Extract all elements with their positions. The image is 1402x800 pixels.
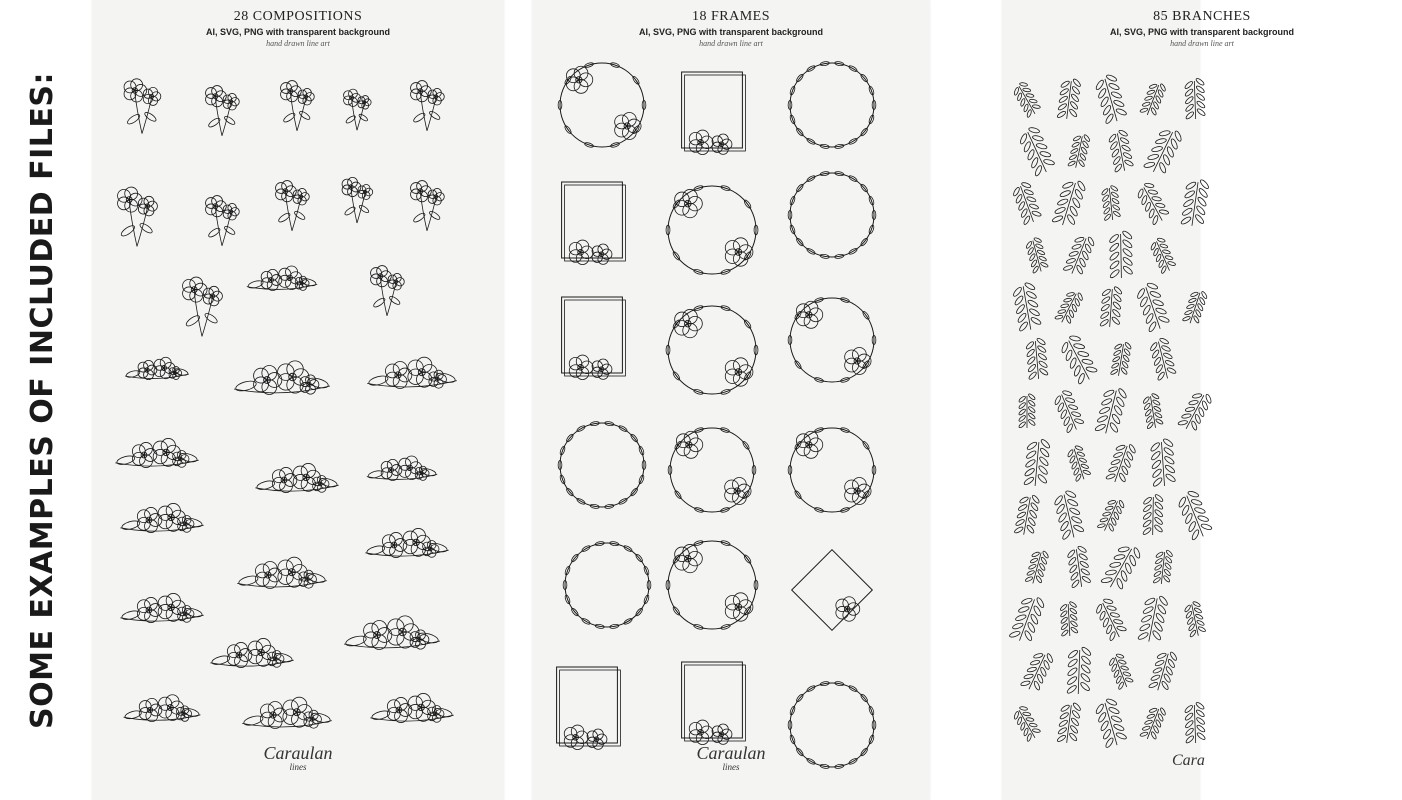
leaf-branch-icon — [1100, 184, 1121, 221]
leaf-branch-icon — [1018, 393, 1036, 429]
leaf-branch-icon — [1023, 235, 1049, 274]
compositions-header — [92, 9, 504, 48]
floral-frame-icon — [668, 427, 756, 513]
leaf-branch-icon — [1067, 132, 1092, 171]
leaf-branch-icon — [1180, 176, 1211, 228]
floral-frame-icon — [788, 171, 876, 259]
poppy-composition-icon — [124, 79, 161, 134]
branches-subtitle: AI, SVG, PNG with transparent background — [1109, 27, 1295, 37]
floral-frame-icon — [666, 305, 758, 395]
poppy-composition-icon — [115, 438, 198, 467]
leaf-branch-icon — [1023, 437, 1052, 488]
floral-frame-icon — [558, 421, 646, 509]
poppy-composition-icon — [370, 693, 453, 722]
poppy-composition-icon — [411, 181, 445, 231]
brand-logo-name: Caraulan — [263, 743, 333, 763]
floral-frame-icon — [562, 182, 626, 265]
leaf-branch-icon — [1147, 235, 1178, 275]
brand-logo-tag: lines — [722, 762, 740, 772]
leaf-branch-icon — [1141, 392, 1164, 430]
leaf-branch-icon — [1106, 128, 1135, 174]
leaf-branch-icon — [1013, 492, 1041, 537]
leaf-branch-icon — [1139, 703, 1168, 743]
floral-frame-icon — [563, 541, 651, 629]
leaf-branch-icon — [1015, 123, 1058, 178]
poppy-composition-icon — [237, 557, 327, 588]
branches-artwork — [1002, 0, 1200, 800]
compositions-title: 28 COMPOSITIONS — [233, 9, 363, 24]
poppy-composition-icon — [247, 266, 317, 291]
floral-frame-icon — [557, 667, 621, 750]
leaf-branch-icon — [1010, 79, 1043, 119]
floral-frame-icon — [682, 72, 746, 155]
leaf-branch-icon — [1010, 703, 1043, 743]
side-title-text: SOME EXAMPLES OF INCLUDED FILES: — [24, 71, 60, 729]
branches-title: 85 BRANCHES — [1153, 9, 1251, 24]
poppy-composition-icon — [120, 503, 203, 532]
poppy-composition-icon — [411, 81, 445, 131]
poppy-composition-icon — [120, 593, 203, 622]
floral-frame-icon — [788, 297, 876, 383]
floral-frame-icon — [792, 550, 873, 631]
leaf-branch-icon — [1062, 231, 1097, 278]
poppy-composition-icon — [206, 196, 240, 246]
leaf-branch-icon — [1056, 331, 1101, 386]
poppy-composition-icon — [371, 266, 405, 316]
poppy-composition-icon — [365, 528, 448, 557]
compositions-sheet — [92, 0, 504, 800]
leaf-branch-icon — [1147, 336, 1178, 382]
leaf-branch-icon — [1009, 179, 1043, 226]
leaf-branch-icon — [1149, 437, 1177, 488]
poppy-composition-icon — [344, 616, 440, 650]
leaf-branch-icon — [1059, 601, 1079, 637]
leaf-branch-icon — [1105, 439, 1139, 486]
branches-sheet — [1002, 0, 1295, 800]
poppy-composition-icon — [367, 456, 437, 481]
poppy-composition-icon — [342, 177, 373, 223]
floral-frame-icon — [682, 662, 746, 745]
leaf-branch-icon — [1010, 280, 1043, 332]
poppy-composition-icon — [255, 463, 338, 492]
branches-note: hand drawn line art — [1170, 39, 1234, 48]
leaf-branch-icon — [1108, 230, 1133, 279]
leaf-branch-icon — [1133, 179, 1172, 226]
floral-frame-icon — [788, 427, 876, 513]
leaf-branch-icon — [1092, 595, 1130, 642]
leaf-branch-icon — [1065, 544, 1092, 589]
leaf-branch-icon — [1133, 279, 1172, 333]
leaf-branch-icon — [1051, 175, 1089, 229]
leaf-branch-icon — [1066, 645, 1092, 695]
floral-frame-icon — [666, 185, 758, 275]
leaf-branch-icon — [1008, 591, 1048, 645]
leaf-branch-icon — [1152, 548, 1173, 585]
leaf-branch-icon — [1176, 387, 1214, 434]
poppy-composition-icon — [183, 277, 223, 336]
poppy-composition-icon — [242, 697, 332, 728]
compositions-artwork — [92, 0, 504, 800]
leaf-branch-icon — [1024, 547, 1050, 586]
poppy-composition-icon — [206, 86, 240, 136]
leaf-branch-icon — [1181, 287, 1209, 326]
leaf-branch-icon — [1182, 600, 1207, 639]
leaf-branch-icon — [1025, 337, 1050, 381]
frames-sheet — [532, 0, 930, 800]
leaf-branch-icon — [1065, 443, 1093, 482]
leaf-branch-icon — [1096, 495, 1127, 535]
floral-frame-icon — [788, 61, 876, 149]
leaf-branch-icon — [1054, 287, 1086, 327]
leaf-branch-icon — [1106, 651, 1135, 691]
poppy-composition-icon — [234, 361, 330, 395]
floral-frame-icon — [558, 62, 646, 148]
poppy-composition-icon — [210, 638, 293, 667]
floral-frame-icon — [562, 297, 626, 380]
leaf-branch-icon — [1147, 647, 1179, 693]
leaf-branch-icon — [1139, 79, 1168, 119]
frames-subtitle: AI, SVG, PNG with transparent background — [638, 27, 824, 37]
poppy-composition-icon — [118, 187, 158, 246]
compositions-subtitle: AI, SVG, PNG with transparent background — [205, 27, 391, 37]
poppy-composition-icon — [344, 89, 372, 130]
leaf-branch-icon — [1056, 700, 1082, 745]
leaf-branch-icon — [1142, 123, 1185, 178]
leaf-branch-icon — [1142, 493, 1164, 536]
leaf-branch-icon — [1056, 76, 1082, 121]
leaf-branch-icon — [1110, 340, 1133, 378]
leaf-branch-icon — [1092, 72, 1129, 126]
leaf-branch-icon — [1050, 387, 1086, 434]
frames-note: hand drawn line art — [699, 39, 763, 48]
poppy-composition-icon — [281, 81, 315, 131]
leaf-branch-icon — [1092, 696, 1129, 750]
poppy-composition-icon — [124, 695, 201, 722]
leaf-branch-icon — [1099, 539, 1144, 594]
frames-title: 18 FRAMES — [691, 9, 771, 24]
compositions-note: hand drawn line art — [266, 39, 330, 48]
leaf-branch-icon — [1019, 647, 1056, 694]
side-title — [0, 0, 84, 800]
frames-artwork — [532, 0, 930, 800]
branches-header — [1002, 9, 1402, 48]
leaf-branch-icon — [1051, 488, 1086, 541]
brand-logo — [532, 743, 930, 772]
brand-logo-name: Cara — [1172, 752, 1205, 769]
leaf-branch-icon — [1099, 285, 1123, 329]
leaf-branch-icon — [1137, 592, 1170, 645]
poppy-composition-icon — [367, 357, 457, 388]
floral-frame-icon — [666, 540, 758, 630]
frames-header — [532, 9, 930, 48]
brand-logo-name: Caraulan — [696, 743, 766, 763]
brand-logo — [92, 743, 504, 772]
leaf-branch-icon — [1174, 487, 1215, 542]
leaf-branch-icon — [1094, 384, 1130, 437]
poppy-composition-icon — [125, 357, 189, 379]
brand-logo-tag: lines — [289, 762, 307, 772]
leaf-branch-icon — [1184, 701, 1207, 744]
leaf-branch-icon — [1184, 77, 1207, 120]
poppy-composition-icon — [276, 181, 310, 231]
